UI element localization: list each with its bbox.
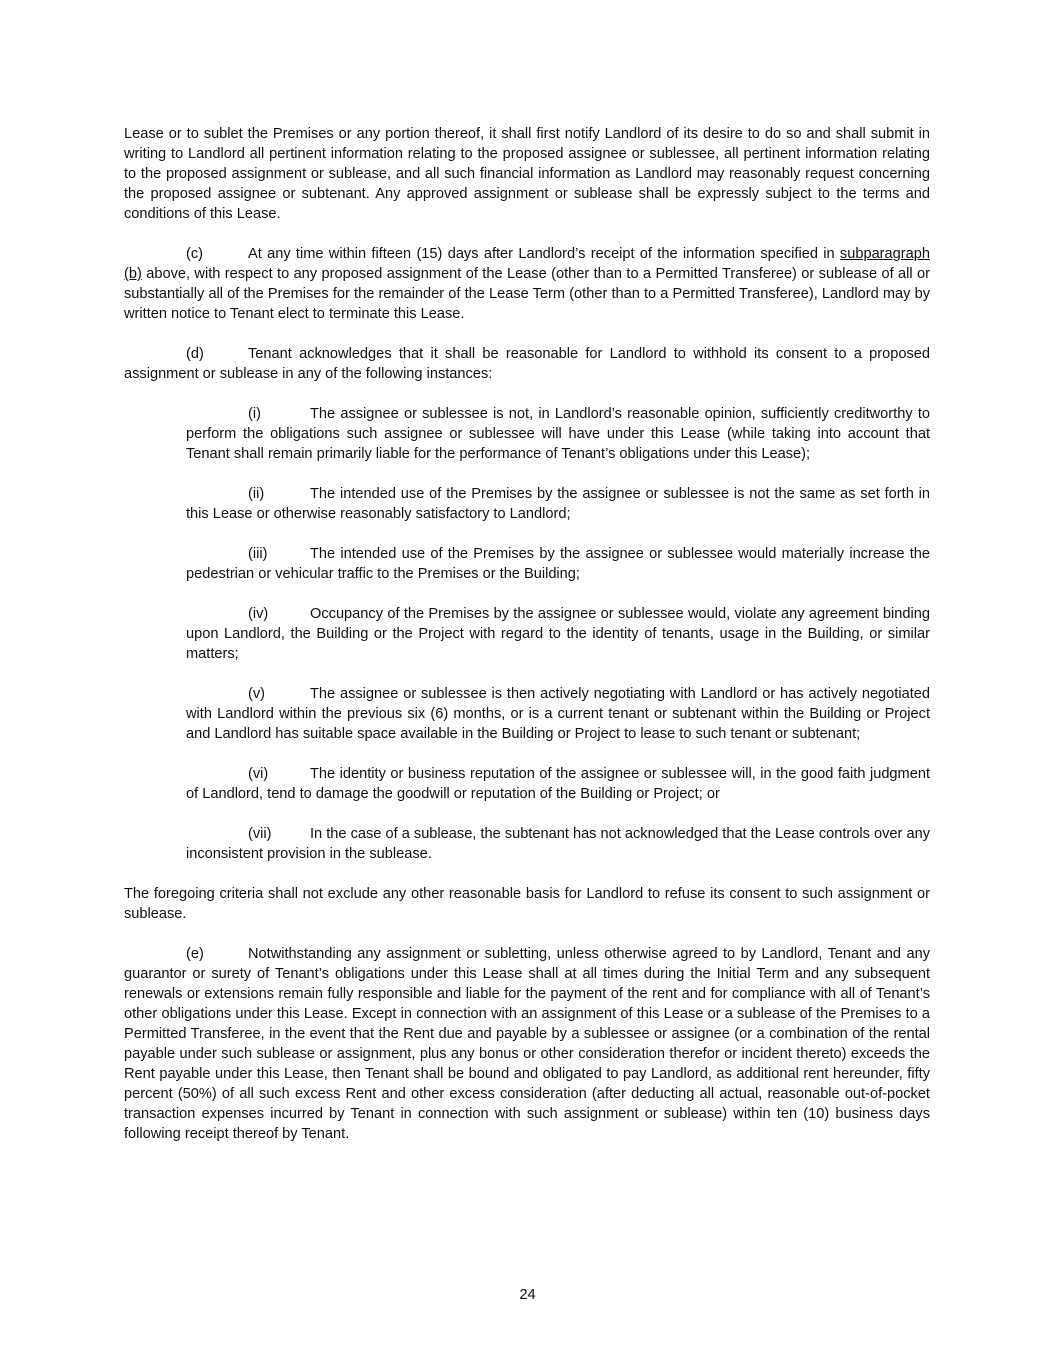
list-item-label: (iv) <box>248 606 269 622</box>
paragraph-c-label: (c) <box>186 246 204 262</box>
list-item-text: The intended use of the Premises by the assignee or sublessee is not the same as set forth in this Lease or otherwise reasonably satisfactory to Landlord; <box>186 486 930 522</box>
list-item-label: (v) <box>248 686 266 702</box>
list-item-text: The identity or business reputation of the assignee or sublessee will, in the good faith judgment of Landlord, tend to damage the goodwill or reputation of the Building or Project; or <box>186 766 930 802</box>
paragraph-c <box>124 244 930 324</box>
list-item-label: (ii) <box>248 486 265 502</box>
list-item-ii <box>186 484 930 524</box>
list-item-text: The intended use of the Premises by the assignee or sublessee would materially increase the pedestrian or vehicular traffic to the Premises or the Building; <box>186 546 930 582</box>
paragraph-c-text-start: At any time within fifteen (15) days after Landlord’s receipt of the information specified in <box>248 246 840 262</box>
list-item-label: (iii) <box>248 546 268 562</box>
list-item-iv <box>186 604 930 664</box>
list-item-label: (vii) <box>248 826 272 842</box>
subparagraph-b-reference: subparagraph (b) <box>124 246 930 282</box>
paragraph-foregoing-criteria: The foregoing criteria shall not exclude any other reasonable basis for Landlord to refuse its consent to such assignment or sublease. <box>124 886 930 922</box>
list-item-v <box>186 684 930 744</box>
paragraph-c-text-end: above, with respect to any proposed assignment of the Lease (other than to a Permitted Transferee) or sublease of all or substantially all of the Premises for the remainder of the Lease Term (other than to a Permitted Transferee), Landlord may by written notice to Tenant elect to terminate this Lease. <box>124 266 930 322</box>
paragraph-intro: Lease or to sublet the Premises or any portion thereof, it shall first notify Landlord of its desire to do so and shall submit in writing to Landlord all pertinent information relating to the proposed assignee or sublessee, all pertinent information relating to the proposed assignment or sublease, and all such financial information as Landlord may reasonably request concerning the proposed assignee or subtenant. Any approved assignment or sublease shall be expressly subject to the terms and conditions of this Lease. <box>124 126 930 222</box>
list-item-label: (i) <box>248 406 261 422</box>
list-item-text: The assignee or sublessee is then actively negotiating with Landlord or has actively negotiated with Landlord within the previous six (6) months, or is a current tenant or subtenant within the Building or Project and Landlord has suitable space available in the Building or Project to lease to such tenant or subtenant; <box>186 686 930 742</box>
list-item-text: The assignee or sublessee is not, in Landlord’s reasonable opinion, sufficiently creditworthy to perform the obligations such assignee or sublessee will have under this Lease (while taking into account that Tenant shall remain primarily liable for the performance of Tenant’s obligations under this Lease); <box>186 406 930 462</box>
paragraph-e-text: Notwithstanding any assignment or subletting, unless otherwise agreed to by Landlord, Tenant and any guarantor or surety of Tenant’s obligations under this Lease shall at all times during the Initial Term and any subsequent renewals or extensions remain fully responsible and liable for the payment of the rent and for compliance with all of Tenant’s other obligations under this Lease. Except in connection with an assignment of this Lease or a sublease of the Premises to a Permitted Transferee, in the event that the Rent due and payable by a sublessee or assignee (or a combination of the rental payable under such sublease or assignment, plus any bonus or other consideration therefor or incident thereto) exceeds the Rent payable under this Lease, then Tenant shall be bound and obligated to pay Landlord, as additional rent hereunder, fifty percent (50%) of all such excess Rent and other excess consideration (after deducting all actual, reasonable out-of-pocket transaction expenses incurred by Tenant in connection with such assignment or sublease) within ten (10) business days following receipt thereof by Tenant. <box>124 946 930 1142</box>
list-item-vi <box>186 764 930 804</box>
list-item-label: (vi) <box>248 766 269 782</box>
paragraph-d <box>124 344 930 384</box>
list-item-iii <box>186 544 930 584</box>
paragraph-e <box>124 944 930 1144</box>
paragraph-e-label: (e) <box>186 946 204 962</box>
list-item-text: Occupancy of the Premises by the assignee or sublessee would, violate any agreement binding upon Landlord, the Building or the Project with regard to the identity of tenants, usage in the Building, or similar matters; <box>186 606 930 662</box>
document-body <box>124 124 930 1164</box>
paragraph-d-text: Tenant acknowledges that it shall be reasonable for Landlord to withhold its consent to a proposed assignment or sublease in any of the following instances: <box>124 346 930 382</box>
list-item-vii <box>186 824 930 864</box>
paragraph-d-label: (d) <box>186 346 204 362</box>
list-item-i <box>186 404 930 464</box>
page-number: 24 <box>519 1287 536 1303</box>
list-item-text: In the case of a sublease, the subtenant has not acknowledged that the Lease controls over any inconsistent provision in the sublease. <box>186 826 930 862</box>
